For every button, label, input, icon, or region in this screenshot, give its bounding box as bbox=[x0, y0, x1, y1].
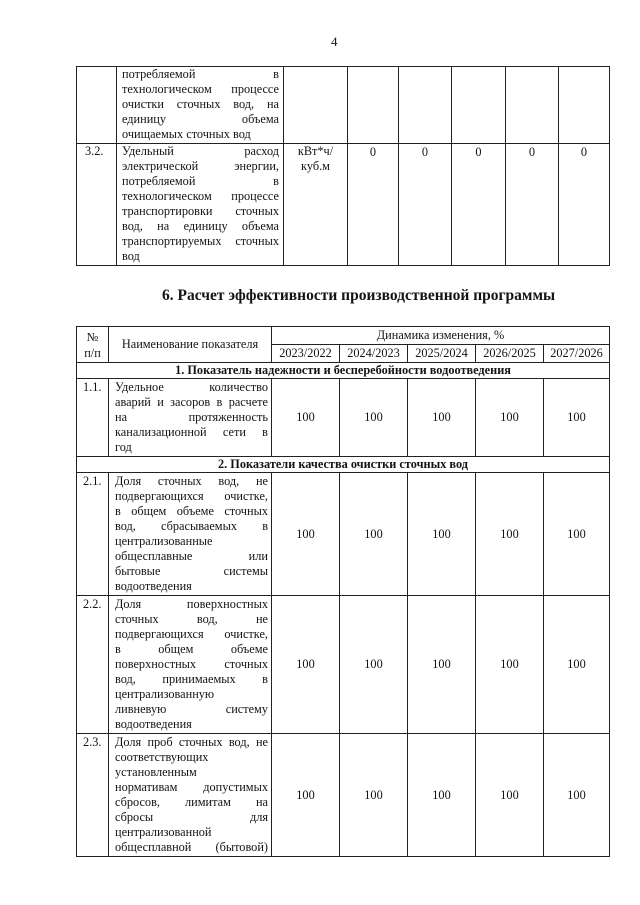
header-number-abbr: п/п bbox=[84, 345, 101, 360]
unit-line: кВт*ч/ bbox=[297, 144, 334, 158]
indicator-name-line: вод, на единицу объема bbox=[122, 219, 279, 233]
column-header-name: Наименование показателя bbox=[109, 327, 272, 363]
indicator-name-line: соответствующих bbox=[115, 750, 209, 764]
column-header-year: 2025/2024 bbox=[408, 345, 476, 363]
indicator-name-line: поверхностных сточных bbox=[115, 657, 268, 671]
value-cell: 0 bbox=[506, 144, 559, 266]
value-cell: 0 bbox=[399, 144, 452, 266]
header-number-symbol: № bbox=[86, 329, 99, 344]
column-header-number bbox=[77, 327, 109, 363]
indicator-name bbox=[109, 379, 272, 457]
table-row bbox=[77, 734, 610, 857]
indicator-name-line: технологическом процессе bbox=[122, 189, 279, 203]
indicator-name-line: подвергающихся очистке, bbox=[115, 627, 268, 641]
column-header-year: 2023/2022 bbox=[272, 345, 340, 363]
value-cell: 100 bbox=[476, 734, 544, 857]
value-cell: 0 bbox=[348, 144, 399, 266]
value-cell: 100 bbox=[408, 596, 476, 734]
value-cell bbox=[399, 67, 452, 144]
indicator-name-line: канализационной сети в bbox=[115, 425, 268, 439]
section-title: 2. Показатели качества очистки сточных вод bbox=[77, 457, 610, 473]
indicator-name-line: вод bbox=[122, 249, 140, 263]
indicator-name-line: установленным bbox=[115, 765, 197, 779]
value-cell: 0 bbox=[452, 144, 506, 266]
indicator-name bbox=[109, 473, 272, 596]
value-cell: 100 bbox=[340, 596, 408, 734]
value-cell: 100 bbox=[544, 379, 610, 457]
column-header-year: 2024/2023 bbox=[340, 345, 408, 363]
indicator-name-line: сточных вод, не bbox=[115, 612, 268, 626]
indicator-name-line: Удельный расход bbox=[122, 144, 279, 158]
indicator-name bbox=[109, 596, 272, 734]
value-cell bbox=[348, 67, 399, 144]
unit-of-measure bbox=[284, 144, 348, 266]
section-row bbox=[77, 363, 610, 379]
value-cell: 100 bbox=[544, 596, 610, 734]
indicator-name-line: Удельное количество bbox=[115, 380, 268, 394]
indicator-name-line: транспортируемых сточных bbox=[122, 234, 279, 248]
value-cell: 100 bbox=[340, 734, 408, 857]
indicator-name-line: нормативам допустимых bbox=[115, 780, 268, 794]
indicator-name-line: аварий и засоров в расчете bbox=[115, 395, 268, 409]
indicator-name-line: Доля сточных вод, не bbox=[115, 474, 268, 488]
table-row bbox=[77, 67, 610, 144]
value-cell bbox=[559, 67, 610, 144]
value-cell: 100 bbox=[340, 379, 408, 457]
row-number: 2.3. bbox=[77, 734, 109, 857]
table-row bbox=[77, 473, 610, 596]
value-cell: 100 bbox=[272, 734, 340, 857]
indicator-name-line: в общем объеме сточных bbox=[115, 504, 268, 518]
indicator-name-line: централизованную bbox=[115, 687, 215, 701]
indicator-name-line: технологическом процессе bbox=[122, 82, 279, 96]
value-cell: 0 bbox=[559, 144, 610, 266]
value-cell: 100 bbox=[272, 596, 340, 734]
row-number: 2.2. bbox=[77, 596, 109, 734]
section-row bbox=[77, 457, 610, 473]
indicator-name-line: вод, принимаемых в bbox=[115, 672, 268, 686]
value-cell: 100 bbox=[272, 379, 340, 457]
indicator-name-line: на протяженность bbox=[115, 410, 268, 424]
indicator-name-line: в общем объеме bbox=[115, 642, 268, 656]
value-cell: 100 bbox=[544, 734, 610, 857]
indicator-name-line: сбросов, лимитам на bbox=[115, 795, 268, 809]
indicator-name-line: очищаемых сточных вод bbox=[122, 127, 251, 141]
table-row bbox=[77, 379, 610, 457]
value-cell: 100 bbox=[408, 379, 476, 457]
indicator-name-line: Доля проб сточных вод, не bbox=[115, 735, 268, 749]
column-header-dynamics: Динамика изменения, % bbox=[272, 327, 610, 345]
indicator-name-line: подвергающихся очистке, bbox=[115, 489, 268, 503]
section-title: 1. Показатель надежности и бесперебойности водоотведения bbox=[77, 363, 610, 379]
header-row bbox=[77, 327, 610, 345]
unit-of-measure bbox=[284, 67, 348, 144]
value-cell: 100 bbox=[340, 473, 408, 596]
value-cell: 100 bbox=[476, 473, 544, 596]
indicator-name-line: единицу объема bbox=[122, 112, 279, 126]
row-number: 2.1. bbox=[77, 473, 109, 596]
value-cell: 100 bbox=[408, 734, 476, 857]
value-cell bbox=[452, 67, 506, 144]
column-header-year: 2027/2026 bbox=[544, 345, 610, 363]
value-cell: 100 bbox=[476, 379, 544, 457]
page-number: 4 bbox=[331, 34, 338, 49]
indicator-name-line: водоотведения bbox=[115, 579, 192, 593]
unit-line: куб.м bbox=[301, 159, 330, 173]
efficiency-table bbox=[76, 326, 610, 857]
indicator-name-line: водоотведения bbox=[115, 717, 192, 731]
indicator-name-line: ливневую систему bbox=[115, 702, 268, 716]
indicator-name-line: транспортировки сточных bbox=[122, 204, 279, 218]
indicators-table-continued bbox=[76, 66, 610, 266]
indicator-name-line: общесплавные или bbox=[115, 549, 268, 563]
indicator-name bbox=[117, 67, 284, 144]
row-number bbox=[77, 67, 117, 144]
indicator-name-line: общесплавной (бытовой) bbox=[115, 840, 268, 854]
table-row bbox=[77, 596, 610, 734]
table-row bbox=[77, 144, 610, 266]
indicator-name-line: централизованной bbox=[115, 825, 212, 839]
section-heading: 6. Расчет эффективности производственной программы bbox=[162, 287, 556, 304]
indicator-name-line: централизованные bbox=[115, 534, 213, 548]
indicator-name-line: электрической энергии, bbox=[122, 159, 279, 173]
row-number: 1.1. bbox=[77, 379, 109, 457]
indicator-name-line: сбросы для bbox=[115, 810, 268, 824]
value-cell: 100 bbox=[544, 473, 610, 596]
value-cell: 100 bbox=[408, 473, 476, 596]
value-cell bbox=[506, 67, 559, 144]
indicator-name bbox=[117, 144, 284, 266]
value-cell: 100 bbox=[272, 473, 340, 596]
indicator-name bbox=[109, 734, 272, 857]
column-header-year: 2026/2025 bbox=[476, 345, 544, 363]
indicator-name-line: Доля поверхностных bbox=[115, 597, 268, 611]
row-number: 3.2. bbox=[77, 144, 117, 266]
value-cell: 100 bbox=[476, 596, 544, 734]
indicator-name-line: потребляемой в bbox=[122, 174, 279, 188]
indicator-name-line: вод, сбрасываемых в bbox=[115, 519, 268, 533]
indicator-name-line: потребляемой в bbox=[122, 67, 279, 81]
indicator-name-line: год bbox=[115, 440, 132, 454]
indicator-name-line: бытовые системы bbox=[115, 564, 268, 578]
indicator-name-line: очистки сточных вод, на bbox=[122, 97, 279, 111]
